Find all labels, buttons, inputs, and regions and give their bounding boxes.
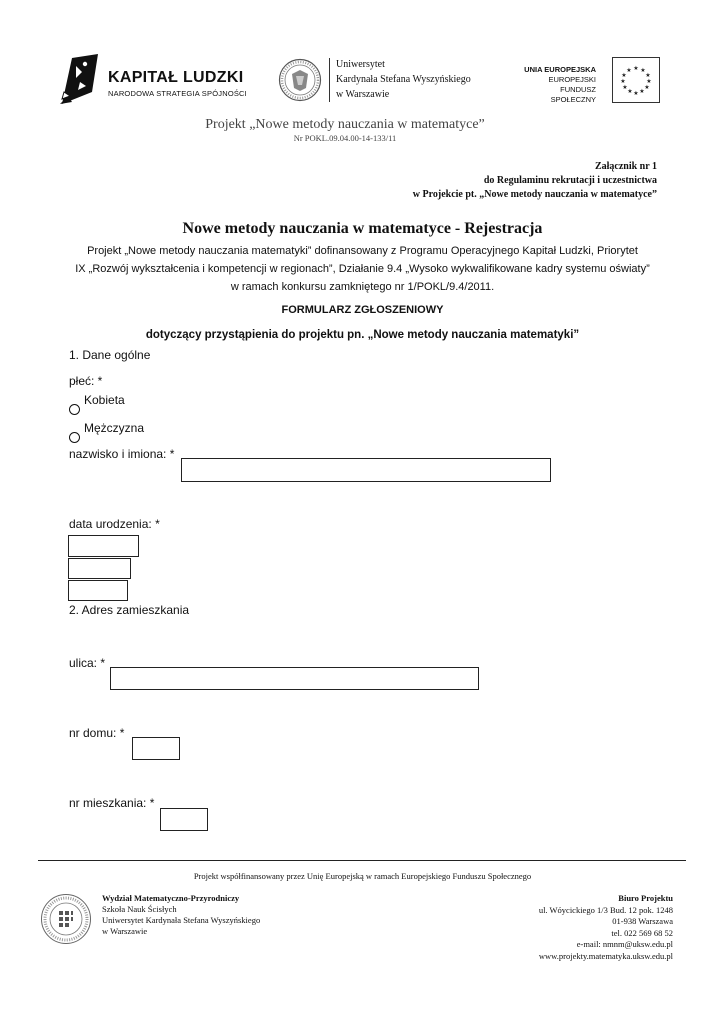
svg-text:★: ★ <box>633 65 639 72</box>
gender-option-mezczyzna[interactable] <box>69 421 189 443</box>
kapital-ludzki-title: KAPITAŁ LUDZKI <box>108 69 244 86</box>
svg-text:★: ★ <box>620 78 626 85</box>
flat-number-label: nr mieszkania: * <box>69 796 155 810</box>
svg-text:★: ★ <box>645 72 651 79</box>
svg-text:★: ★ <box>646 78 652 85</box>
faculty-seal-icon <box>40 893 92 945</box>
name-label: nazwisko i imiona: * <box>69 447 175 461</box>
svg-text:★: ★ <box>626 67 632 74</box>
uksw-line-1: Uniwersytet <box>336 59 385 70</box>
faculty-line-2: Szkoła Nauk Ścisłych <box>102 904 177 914</box>
gender-label: płeć: * <box>69 374 103 388</box>
house-number-label: nr domu: * <box>69 726 125 740</box>
flat-number-input[interactable] <box>160 808 208 831</box>
svg-text:★: ★ <box>633 90 639 97</box>
svg-text:★: ★ <box>621 72 627 79</box>
svg-text:★: ★ <box>639 88 645 95</box>
gender-option-label: Mężczyzna <box>84 421 145 435</box>
eu-text <box>516 65 596 105</box>
form-subheading: dotyczący przystąpienia do projektu pn. „Nowe metody nauczania matematyki” <box>145 329 580 341</box>
intro-line-3: w ramach konkursu zamkniętego nr 1/POKL/9.4/2011. <box>230 281 495 293</box>
office-line-3: tel. 022 569 68 52 <box>611 927 673 938</box>
form-heading: FORMULARZ ZGŁOSZENIOWY <box>281 304 444 316</box>
faculty-line-4: w Warszawie <box>102 926 148 936</box>
kapital-ludzki-logo-icon <box>58 52 102 106</box>
project-number: Nr POKL.09.04.00-14-133/11 <box>293 133 397 143</box>
gender-option-label: Kobieta <box>84 393 125 407</box>
uksw-divider <box>329 58 330 102</box>
office-line-2: 01-938 Warszawa <box>612 916 673 926</box>
eu-line-3: FUNDUSZ SPOŁECZNY <box>550 85 596 104</box>
radio-icon[interactable] <box>69 432 80 443</box>
uksw-name <box>336 57 471 102</box>
office-website[interactable]: www.projekty.matematyka.uksw.edu.pl <box>538 950 673 961</box>
form-intro <box>60 242 665 296</box>
kapital-ludzki-subtitle: NARODOWA STRATEGIA SPÓJNOŚCI <box>108 89 247 98</box>
section-address: 2. Adres zamieszkania <box>69 603 190 617</box>
eu-flag-icon <box>612 57 660 103</box>
project-office-address <box>539 893 673 962</box>
eu-line-1: UNIA EUROPEJSKA <box>524 65 596 74</box>
birth-year-input[interactable] <box>68 580 128 601</box>
house-number-input[interactable] <box>132 737 180 760</box>
gender-option-kobieta[interactable] <box>69 393 189 415</box>
name-input[interactable] <box>181 458 551 482</box>
intro-line-1: Projekt „Nowe metody nauczania matematyki” dofinansowany z Programu Operacyjnego Kapitał Ludzki, Priorytet <box>87 245 638 257</box>
faculty-address <box>102 893 260 937</box>
footer-divider <box>38 860 686 861</box>
street-input[interactable] <box>110 667 479 690</box>
svg-text:★: ★ <box>644 84 650 91</box>
faculty-line-3: Uniwersytet Kardynała Stefana Wyszyńskiego <box>102 915 261 925</box>
office-title: Biuro Projektu <box>618 893 673 903</box>
annex-line-2: do Regulaminu rekrutacji i uczestnictwa <box>483 175 657 186</box>
uksw-line-3: w Warszawie <box>336 89 390 100</box>
annex-line-3: w Projekcie pt. „Nowe metody nauczania w matematyce” <box>412 189 657 200</box>
radio-icon[interactable] <box>69 404 80 415</box>
svg-text:★: ★ <box>627 88 633 95</box>
eu-line-2: EUROPEJSKI <box>548 75 596 84</box>
office-line-1: ul. Wóycickiego 1/3 Bud. 12 pok. 1248 <box>538 904 673 915</box>
faculty-line-1: Wydział Matematyczno-Przyrodniczy <box>102 893 240 903</box>
annex-note <box>413 160 657 202</box>
birth-month-input[interactable] <box>68 558 131 579</box>
birth-day-input[interactable] <box>68 535 139 557</box>
intro-line-2: IX „Rozwój wykształcenia i kompetencji w regionach”, Działanie 9.4 „Wysoko wykwalifikowane kadry systemu oświaty” <box>75 263 650 275</box>
svg-text:★: ★ <box>622 84 628 91</box>
uksw-seal-icon <box>278 58 322 102</box>
office-email[interactable]: e-mail: nmnm@uksw.edu.pl <box>576 939 673 949</box>
birth-date-label: data urodzenia: * <box>69 517 160 531</box>
project-title: Projekt „Nowe metody nauczania w matematyce” <box>205 117 485 132</box>
footer-cofinancing-note: Projekt współfinansowany przez Unię Europejską w ramach Europejskiego Funduszu Społecznego <box>193 871 532 881</box>
svg-text:★: ★ <box>640 67 646 74</box>
street-label: ulica: * <box>69 656 106 670</box>
section-general-data: 1. Dane ogólne <box>69 348 151 362</box>
uksw-line-2: Kardynała Stefana Wyszyńskiego <box>336 74 471 85</box>
annex-line-1: Załącznik nr 1 <box>594 161 657 172</box>
form-title: Nowe metody nauczania w matematyce - Rejestracja <box>182 220 543 237</box>
